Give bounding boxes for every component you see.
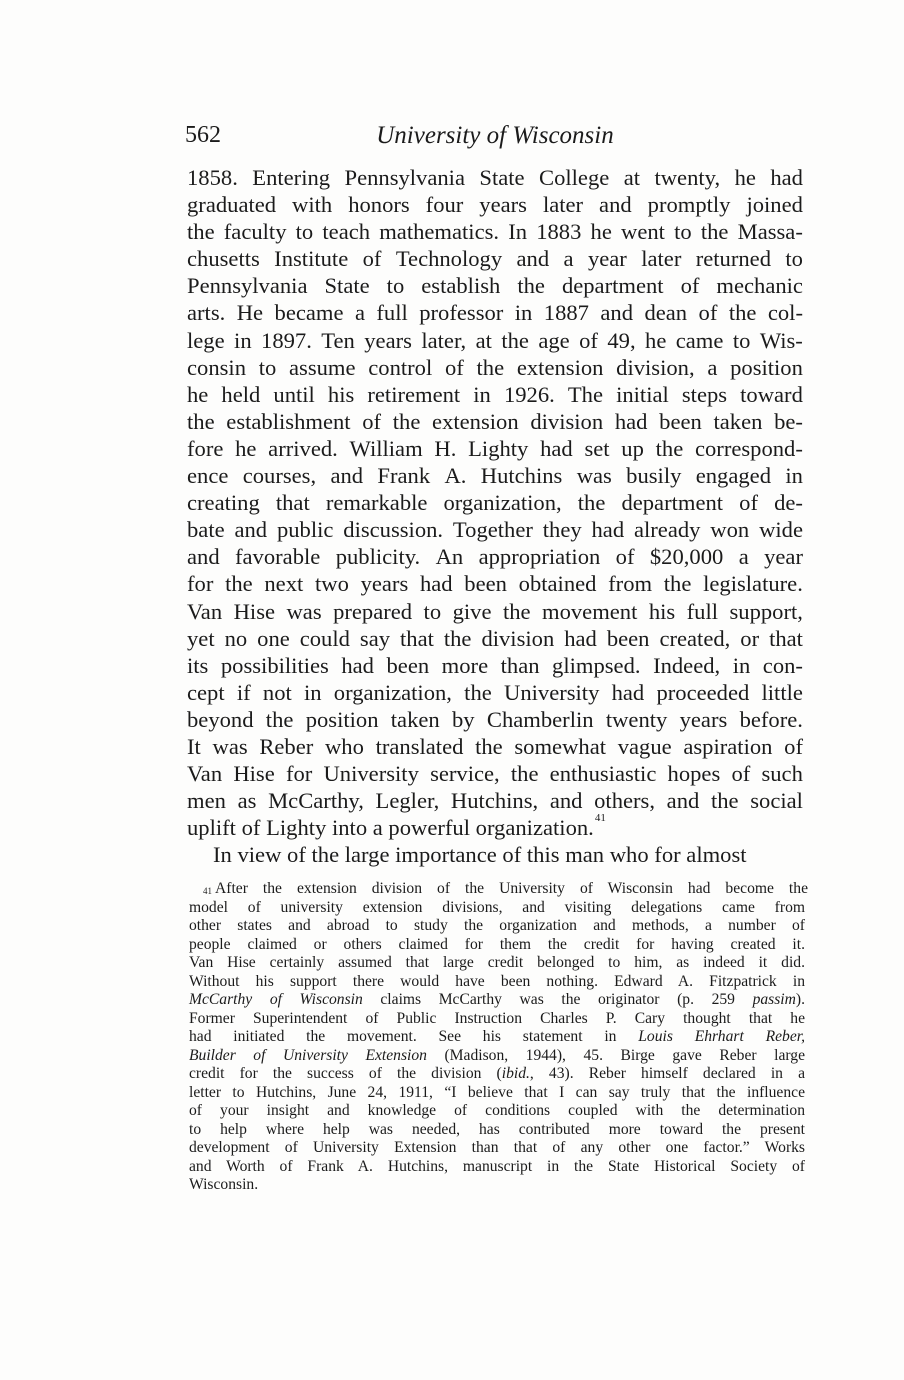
body-line: its possibilities had been more than glimpsed. Indeed, in con- (187, 652, 803, 678)
body-line: beyond the position taken by Chamberlin twenty years before. (187, 706, 803, 732)
body-line-new-paragraph (187, 841, 803, 868)
running-head: University of Wisconsin (376, 122, 614, 149)
footnote-line: letter to Hutchins, June 24, 1911, “I believe that I can say truly that the influence (189, 1083, 805, 1101)
body-line: and favorable publicity. An appropriation of $20,000 a year (187, 544, 803, 570)
body-line: chusetts Institute of Technology and a year later returned to (187, 246, 803, 272)
footnote-line: and Worth of Frank A. Hutchins, manuscript in the State Historical Society of (189, 1157, 805, 1175)
body-line: bate and public discussion. Together they had already won wide (187, 517, 803, 543)
book-title: McCarthy of Wisconsin (189, 991, 363, 1008)
body-line (187, 814, 803, 841)
book-title: Louis Ehrhart Reber, (638, 1028, 805, 1045)
footnote-line: people claimed or others claimed for them the credit for having created it. (189, 935, 805, 953)
footnote-line: Van Hise certainly assumed that large credit belonged to him, as indeed it did. (189, 954, 805, 971)
footnote-marker: 41 (203, 886, 212, 896)
body-lines (187, 164, 803, 814)
body-text (187, 164, 803, 868)
page-number: 562 (185, 122, 221, 148)
body-line: the establishment of the extension division had been taken be- (187, 408, 803, 434)
body-line: Van Hise was prepared to give the movement his full support, (187, 598, 803, 624)
body-line: he held until his retirement in 1926. The initial steps toward (187, 381, 803, 407)
body-line-text: uplift of Lighty into a powerful organization. (187, 815, 594, 841)
footnote-line: to help where help was needed, has contributed more toward the present (189, 1120, 805, 1138)
footnote-line: had initiated the movement. See his statement in Louis Ehrhart Reber, (189, 1028, 805, 1045)
body-line: fore he arrived. William H. Lighty had set up the correspond- (187, 435, 803, 461)
footnote-line: Builder of University Extension (Madison, 1944), 45. Birge gave Reber large (189, 1046, 805, 1064)
body-line: lege in 1897. Ten years later, at the age of 49, he came to Wis- (187, 327, 803, 353)
footnote-line: Without his support there would have been nothing. Edward A. Fitzpatrick in (189, 972, 805, 990)
footnote-line: of your insight and knowledge of conditions coupled with the determination (189, 1102, 805, 1119)
body-line: yet no one could say that the division had been created, or that (187, 625, 803, 651)
body-line: 1858. Entering Pennsylvania State College at twenty, he had (187, 165, 803, 190)
footnote-line: development of University Extension than that of any other one factor.” Works (189, 1139, 805, 1156)
footnote-line: Wisconsin. (189, 1176, 259, 1193)
footnote (189, 880, 808, 1195)
footnote-reference: 41 (594, 812, 606, 825)
body-line: consin to assume control of the extension division, a position (187, 354, 803, 380)
body-line: graduated with honors four years later and promptly joined (187, 192, 803, 218)
body-line: Van Hise for University service, the enthusiastic hopes of such (187, 761, 803, 787)
body-line: for the next two years had been obtained from the legislature. (187, 571, 803, 597)
body-line: arts. He became a full professor in 1887 and dean of the col- (187, 300, 803, 326)
footnote-line: McCarthy of Wisconsin claims McCarthy was the originator (p. 259 passim). (189, 991, 805, 1008)
body-line: Pennsylvania State to establish the department of mechanic (187, 273, 803, 299)
body-line: ence courses, and Frank A. Hutchins was busily engaged in (187, 463, 803, 489)
body-line: the faculty to teach mathematics. In 1883 he went to the Massa- (187, 219, 803, 245)
footnote-line: 41 After the extension division of the University of Wisconsin had become the (189, 880, 805, 899)
footnote-line: model of university extension divisions, and visiting delegations came from (189, 898, 805, 916)
footnote-line: Former Superintendent of Public Instruction Charles P. Cary thought that he (189, 1009, 805, 1027)
body-line-text: In view of the large importance of this man who for almost (213, 842, 747, 868)
footnote-line: credit for the success of the division (ibid., 43). Reber himself declared in a (189, 1065, 805, 1082)
body-line: men as McCarthy, Legler, Hutchins, and others, and the social (187, 788, 803, 814)
body-line: cept if not in organization, the University had proceeded little (187, 679, 803, 705)
page-header (185, 122, 805, 154)
footnote-line: other states and abroad to study the organization and methods, a number of (189, 917, 805, 934)
body-line: creating that remarkable organization, the department of de- (187, 490, 803, 516)
book-title: Builder of University Extension (189, 1046, 427, 1064)
body-line: It was Reber who translated the somewhat vague aspiration of (187, 733, 803, 759)
